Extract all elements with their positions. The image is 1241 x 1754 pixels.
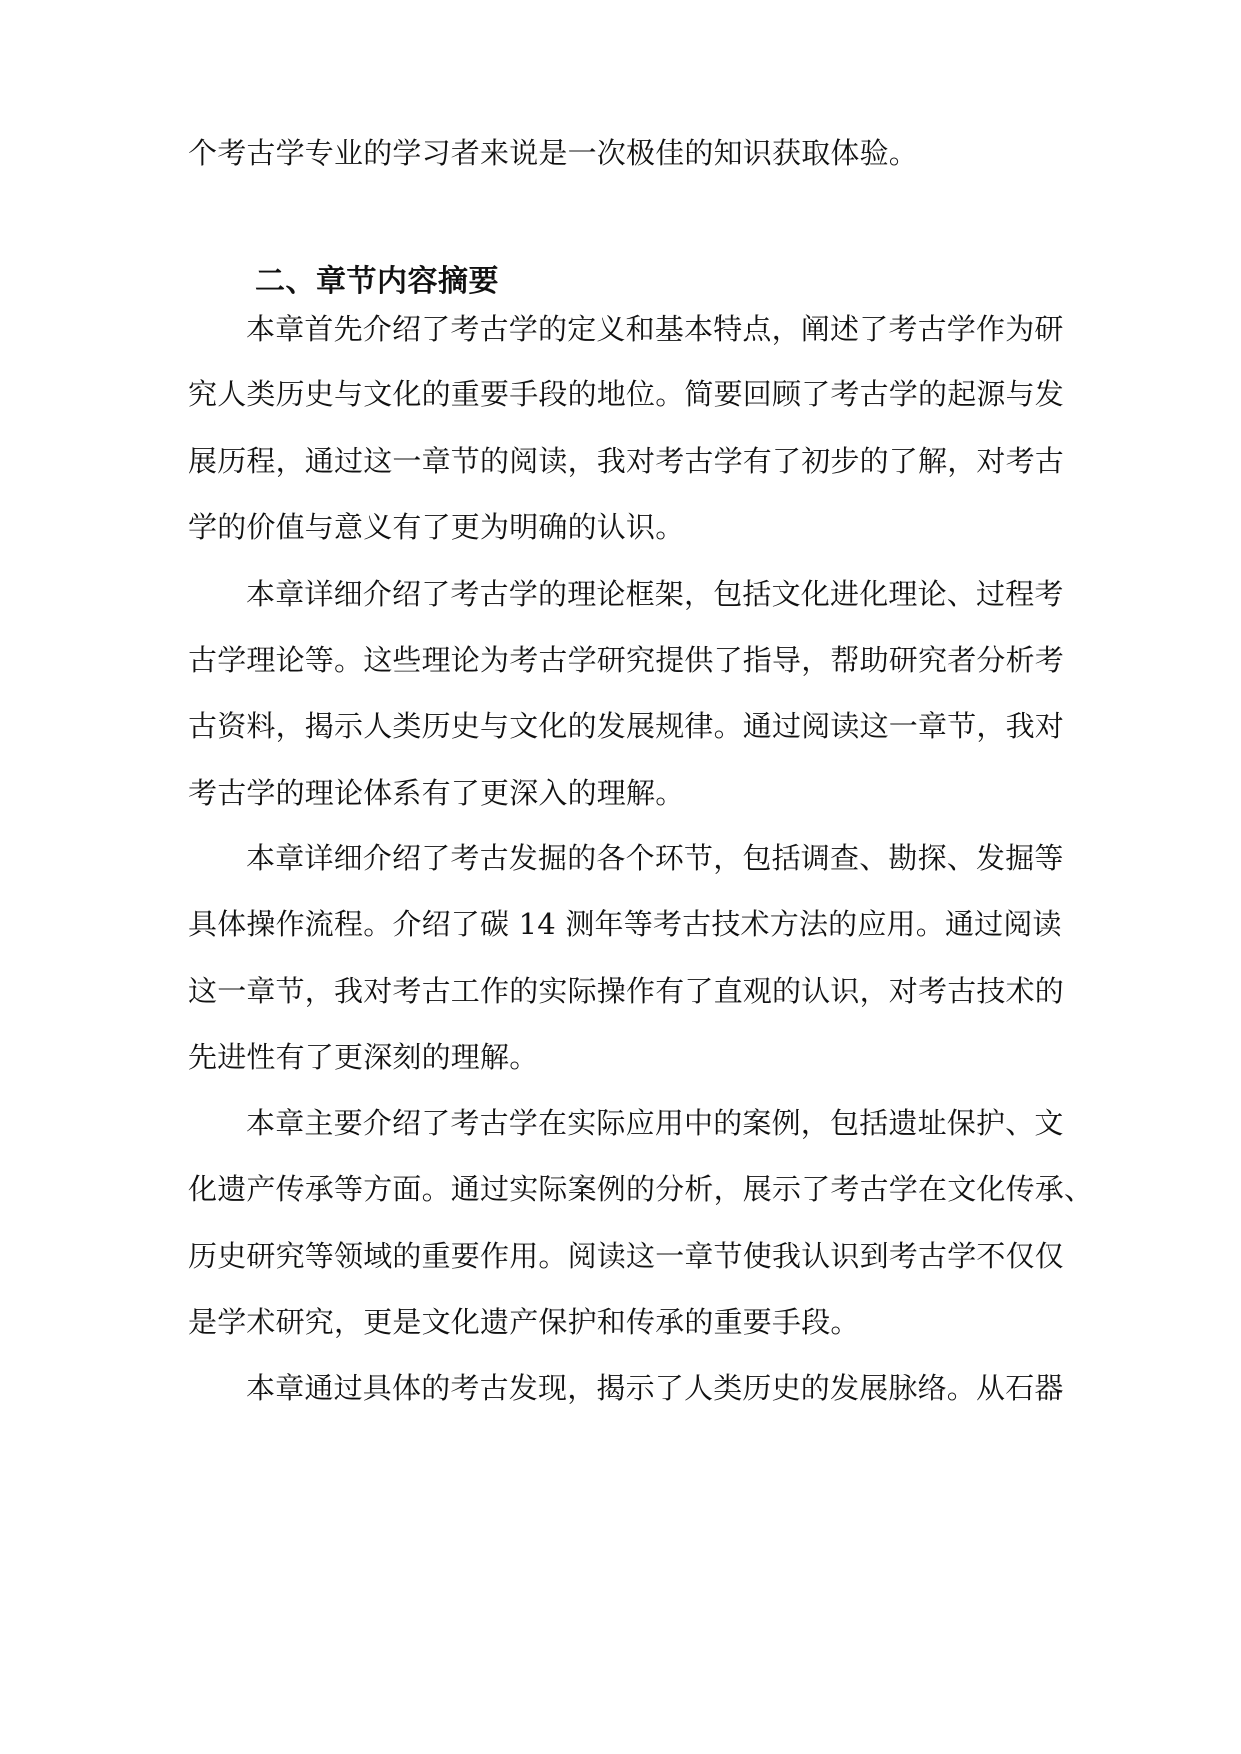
text-line: 展历程，通过这一章节的阅读，我对考古学有了初步的了解，对考古 xyxy=(188,444,1065,478)
text-line: 具体操作流程。介绍了碳 14 测年等考古技术方法的应用。通过阅读 xyxy=(188,907,1062,941)
text-line: 是学术研究，更是文化遗产保护和传承的重要手段。 xyxy=(188,1305,860,1339)
text-line: 古资料，揭示人类历史与文化的发展规律。通过阅读这一章节，我对 xyxy=(188,709,1065,743)
text-line: 考古学的理论体系有了更深入的理解。 xyxy=(188,776,685,810)
text-line: 先进性有了更深刻的理解。 xyxy=(188,1040,539,1074)
text-line: 历史研究等领域的重要作用。阅读这一章节使我认识到考古学不仅仅 xyxy=(188,1239,1065,1273)
section-heading: 二、章节内容摘要 xyxy=(255,264,499,299)
text-line: 本章主要介绍了考古学在实际应用中的案例，包括遗址保护、文 xyxy=(246,1106,1064,1140)
text-line: 古学理论等。这些理论为考古学研究提供了指导，帮助研究者分析考 xyxy=(188,643,1065,677)
text-line: 这一章节，我对考古工作的实际操作有了直观的认识，对考古技术的 xyxy=(188,974,1065,1008)
text-line: 本章详细介绍了考古学的理论框架，包括文化进化理论、过程考 xyxy=(246,577,1064,611)
text-line: 本章通过具体的考古发现，揭示了人类历史的发展脉络。从石器 xyxy=(246,1371,1064,1405)
text-line: 本章详细介绍了考古发掘的各个环节，包括调查、勘探、发掘等 xyxy=(246,841,1064,875)
text-line: 个考古学专业的学习者来说是一次极佳的知识获取体验。 xyxy=(188,136,919,170)
text-line: 本章首先介绍了考古学的定义和基本特点，阐述了考古学作为研 xyxy=(246,312,1064,346)
text-line: 化遗产传承等方面。通过实际案例的分析，展示了考古学在文化传承、 xyxy=(188,1172,1094,1206)
text-line: 学的价值与意义有了更为明确的认识。 xyxy=(188,510,685,544)
text-line: 究人类历史与文化的重要手段的地位。简要回顾了考古学的起源与发 xyxy=(188,377,1065,411)
